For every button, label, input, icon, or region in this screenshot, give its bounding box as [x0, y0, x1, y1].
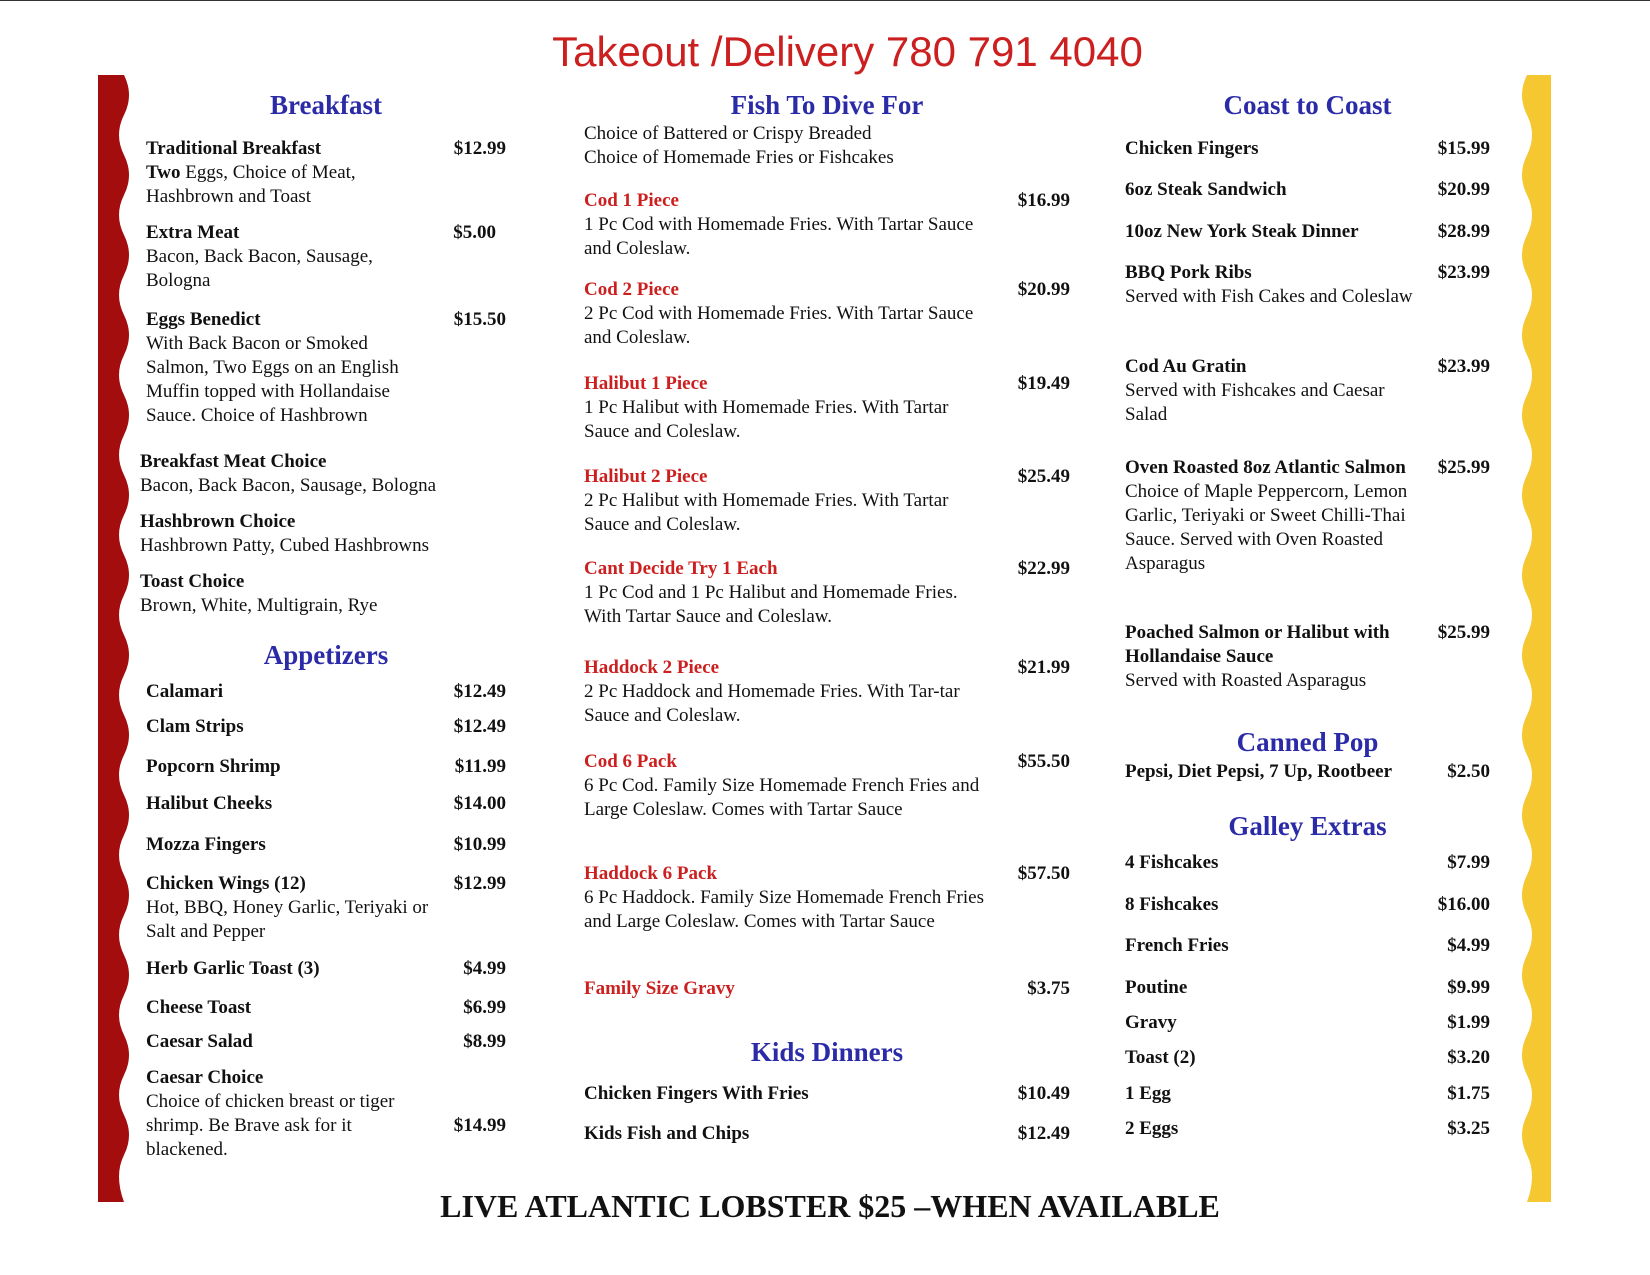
section-title-extras: Galley Extras	[1228, 811, 1387, 841]
menu-item	[584, 278, 1070, 350]
item-price: $5.00	[453, 222, 496, 243]
item-name: Chicken Wings (12)	[146, 873, 306, 894]
item-desc-bold: Two	[146, 162, 181, 183]
item-name: Popcorn Shrimp	[146, 756, 281, 777]
menu-item	[146, 872, 506, 944]
item-price: $20.99	[1437, 179, 1490, 200]
item-price: $16.00	[1437, 894, 1490, 915]
item-name: 1 Egg	[1125, 1083, 1171, 1104]
item-price: $25.99	[1437, 457, 1490, 478]
item-desc: Served with Roasted Asparagus	[1125, 670, 1367, 691]
item-name: Poached Salmon or Halibut with Hollandaise Sauce	[1125, 622, 1390, 667]
item-price: $22.99	[1017, 558, 1070, 579]
section-title-coast: Coast to Coast	[1223, 90, 1392, 120]
item-name: 2 Eggs	[1125, 1118, 1179, 1139]
menu-item	[1125, 934, 1490, 958]
item-name: Caesar Salad	[146, 1031, 253, 1052]
item-name: Cod 2 Piece	[584, 279, 679, 300]
item-name: BBQ Pork Ribs	[1125, 262, 1252, 283]
item-price: $23.99	[1437, 356, 1490, 377]
page-title: Takeout /Delivery 780 791 4040	[552, 28, 1143, 75]
fish-intro	[584, 122, 1070, 170]
item-name: Toast (2)	[1125, 1047, 1196, 1068]
item-name: 10oz New York Steak Dinner	[1125, 221, 1359, 242]
item-name: Halibut Cheeks	[146, 793, 273, 814]
menu-item	[584, 189, 1070, 261]
item-price: $3.25	[1447, 1118, 1490, 1139]
top-rule	[0, 0, 1650, 1]
section-title-kids: Kids Dinners	[750, 1037, 904, 1067]
choice-desc: Brown, White, Multigrain, Rye	[140, 595, 378, 616]
item-name: Kids Fish and Chips	[584, 1123, 750, 1144]
section-title-appetizers: Appetizers	[263, 640, 389, 670]
item-price: $7.99	[1447, 852, 1490, 873]
item-name: Cod Au Gratin	[1125, 356, 1247, 377]
item-price: $10.99	[453, 834, 506, 855]
item-desc: Choice of Maple Peppercorn, Lemon Garlic, Teriyaki or Sweet Chilli-Thai Sauce. Served with Oven Roasted Asparagus	[1125, 481, 1408, 574]
section-title-pop: Canned Pop	[1236, 727, 1379, 757]
choice-name: Breakfast Meat Choice	[140, 451, 327, 472]
item-price: $9.99	[1447, 977, 1490, 998]
item-price: $12.49	[453, 716, 506, 737]
menu-item	[1125, 1082, 1490, 1106]
menu-item	[1125, 621, 1490, 693]
menu-item	[146, 715, 506, 739]
menu-item	[146, 957, 506, 981]
item-name: Cod 6 Pack	[584, 751, 677, 772]
item-price: $3.75	[1027, 978, 1070, 999]
choice-item	[140, 570, 520, 618]
item-desc: 2 Pc Haddock and Homemade Fries. With Tar-tar Sauce and Coleslaw.	[584, 681, 960, 726]
item-name: Halibut 2 Piece	[584, 466, 708, 487]
menu-item	[584, 656, 1070, 728]
item-price: $12.49	[1017, 1123, 1070, 1144]
menu-item	[1125, 137, 1490, 161]
menu-item	[1125, 1011, 1490, 1035]
item-name: Pepsi, Diet Pepsi, 7 Up, Rootbeer	[1125, 761, 1393, 782]
fish-intro-line: Choice of Battered or Crispy Breaded	[584, 123, 872, 144]
item-price: $11.99	[454, 756, 506, 777]
menu-item	[146, 833, 506, 857]
item-price: $4.99	[1447, 935, 1490, 956]
menu-item	[584, 750, 1070, 822]
menu-item	[1125, 261, 1490, 309]
item-desc: 1 Pc Halibut with Homemade Fries. With Tartar Sauce and Coleslaw.	[584, 397, 949, 442]
item-price: $21.99	[1017, 657, 1070, 678]
item-name: Gravy	[1125, 1012, 1177, 1033]
section-title-fish: Fish To Dive For	[730, 90, 924, 120]
item-name: Haddock 6 Pack	[584, 863, 718, 884]
item-desc: Served with Fishcakes and Caesar Salad	[1125, 380, 1385, 425]
item-price: $16.99	[1017, 190, 1070, 211]
item-desc: 2 Pc Halibut with Homemade Fries. With Tartar Sauce and Coleslaw.	[584, 490, 949, 535]
item-price: $15.99	[1437, 138, 1490, 159]
item-price: $12.99	[453, 138, 506, 159]
menu-item	[584, 862, 1070, 934]
item-price: $25.99	[1437, 622, 1490, 643]
item-price: $57.50	[1017, 863, 1070, 884]
item-name: 6oz Steak Sandwich	[1125, 179, 1287, 200]
menu-item	[1125, 760, 1490, 784]
item-name: Haddock 2 Piece	[584, 657, 720, 678]
item-desc	[146, 161, 506, 209]
menu-item	[1125, 851, 1490, 875]
item-name: Chicken Fingers	[1125, 138, 1259, 159]
menu-item	[146, 221, 506, 293]
item-name: Calamari	[146, 681, 224, 702]
menu-item	[1125, 893, 1490, 917]
item-price: $2.50	[1447, 761, 1490, 782]
item-name: Chicken Fingers With Fries	[584, 1083, 809, 1104]
item-desc: 1 Pc Cod with Homemade Fries. With Tartar Sauce and Coleslaw.	[584, 214, 974, 259]
item-price: $4.99	[463, 958, 506, 979]
item-name: Extra Meat	[146, 222, 240, 243]
item-price: $25.49	[1017, 466, 1070, 487]
menu-item	[146, 308, 506, 428]
fish-intro-line: Choice of Homemade Fries or Fishcakes	[584, 147, 894, 168]
item-price: $10.49	[1017, 1083, 1070, 1104]
menu-item	[1125, 1046, 1490, 1070]
choice-item	[140, 510, 520, 558]
menu-item	[1125, 456, 1490, 576]
item-desc: 1 Pc Cod and 1 Pc Halibut and Homemade Fries. With Tartar Sauce and Coleslaw.	[584, 582, 958, 627]
item-name: French Fries	[1125, 935, 1229, 956]
item-name: Herb Garlic Toast (3)	[146, 958, 320, 979]
menu-item	[584, 1122, 1070, 1146]
item-price: $23.99	[1437, 262, 1490, 283]
item-desc: With Back Bacon or Smoked Salmon, Two Eggs on an English Muffin topped with Hollandaise Sauce. Choice of Hashbrown	[146, 333, 399, 426]
item-price: $6.99	[463, 997, 506, 1018]
item-price: $14.99	[453, 1115, 506, 1136]
menu-item	[584, 465, 1070, 537]
item-name: 4 Fishcakes	[1125, 852, 1219, 873]
item-desc-text: Eggs, Choice of Meat, Hashbrown and Toast	[146, 162, 356, 207]
item-name: Poutine	[1125, 977, 1188, 998]
item-name: Cheese Toast	[146, 997, 252, 1018]
item-desc: 2 Pc Cod with Homemade Fries. With Tartar Sauce and Coleslaw.	[584, 303, 974, 348]
item-name: Family Size Gravy	[584, 978, 735, 999]
item-price: $12.99	[453, 873, 506, 894]
item-price: $14.00	[453, 793, 506, 814]
menu-item	[584, 372, 1070, 444]
item-price: $8.99	[463, 1031, 506, 1052]
section-title-breakfast: Breakfast	[270, 90, 382, 120]
item-name: Cant Decide Try 1 Each	[584, 558, 778, 579]
menu-item	[146, 755, 506, 779]
item-desc: Bacon, Back Bacon, Sausage, Bologna	[146, 246, 373, 291]
menu-item	[146, 1066, 506, 1162]
item-price: $3.20	[1447, 1047, 1490, 1068]
item-name: Traditional Breakfast	[146, 138, 322, 159]
item-name: Caesar Choice	[146, 1067, 264, 1088]
item-name: Halibut 1 Piece	[584, 373, 708, 394]
item-desc: Choice of chicken breast or tiger shrimp. Be Brave ask for it blackened.	[146, 1091, 395, 1160]
left-wavy-border	[98, 75, 134, 1202]
item-name: Clam Strips	[146, 716, 244, 737]
item-price: $1.99	[1447, 1012, 1490, 1033]
menu-item	[584, 977, 1070, 1001]
item-name: Oven Roasted 8oz Atlantic Salmon	[1125, 457, 1406, 478]
item-price: $55.50	[1017, 751, 1070, 772]
menu-item	[1125, 976, 1490, 1000]
item-price: $19.49	[1017, 373, 1070, 394]
menu-item	[1125, 178, 1490, 202]
choice-desc: Bacon, Back Bacon, Sausage, Bologna	[140, 475, 437, 496]
menu-item	[146, 996, 506, 1020]
menu-item	[146, 680, 506, 704]
choice-item	[140, 450, 520, 498]
choice-desc: Hashbrown Patty, Cubed Hashbrowns	[140, 535, 430, 556]
menu-item	[146, 1030, 506, 1054]
item-name: 8 Fishcakes	[1125, 894, 1219, 915]
item-name: Eggs Benedict	[146, 309, 261, 330]
item-desc: 6 Pc Cod. Family Size Homemade French Fries and Large Coleslaw. Comes with Tartar Sauce	[584, 775, 980, 820]
item-name: Mozza Fingers	[146, 834, 266, 855]
item-price: $20.99	[1017, 279, 1070, 300]
menu-item	[146, 137, 506, 209]
menu-item	[1125, 355, 1490, 427]
menu-item	[1125, 220, 1490, 244]
item-price: $1.75	[1447, 1083, 1490, 1104]
item-desc: 6 Pc Haddock. Family Size Homemade French Fries and Large Coleslaw. Comes with Tartar Sauce	[584, 887, 984, 932]
item-price: $15.50	[453, 309, 506, 330]
lobster-banner: LIVE ATLANTIC LOBSTER $25 –WHEN AVAILABLE	[440, 1188, 1220, 1224]
menu-item	[1125, 1117, 1490, 1141]
item-name: Cod 1 Piece	[584, 190, 679, 211]
menu-item	[584, 557, 1070, 629]
choice-name: Hashbrown Choice	[140, 511, 296, 532]
menu-item	[584, 1082, 1070, 1106]
item-price: $28.99	[1437, 221, 1490, 242]
item-price: $12.49	[453, 681, 506, 702]
menu-item	[146, 792, 506, 816]
right-wavy-border	[1517, 75, 1551, 1202]
item-desc: Hot, BBQ, Honey Garlic, Teriyaki or Salt and Pepper	[146, 897, 429, 942]
item-desc: Served with Fish Cakes and Coleslaw	[1125, 286, 1413, 307]
choice-name: Toast Choice	[140, 571, 245, 592]
